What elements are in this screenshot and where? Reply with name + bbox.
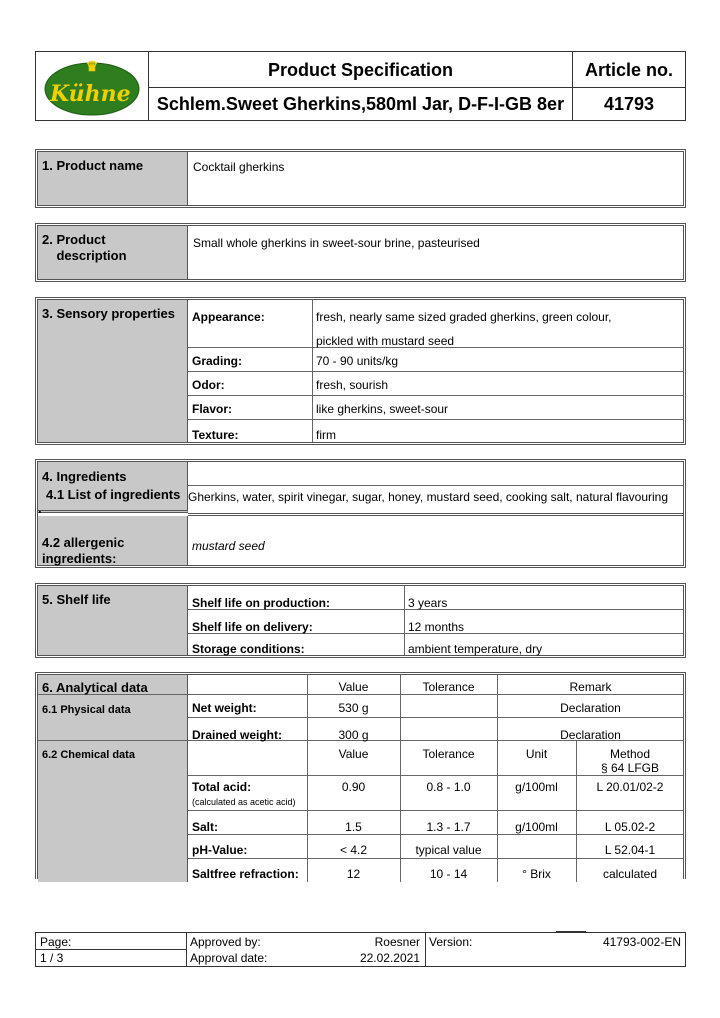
article-no-cell bbox=[573, 88, 685, 120]
section-label: 4. Ingredients 4.1 List of ingredients . bbox=[38, 462, 188, 513]
sensory-row-appearance: Appearance: fresh, nearly same sized graded gherkins, green colour, pickled with mustard seed bbox=[188, 300, 683, 348]
footer-version-value: 41793-002-EN bbox=[602, 935, 681, 949]
shelf-row-delivery: Shelf life on delivery: 12 months bbox=[188, 610, 683, 634]
analytical-row-drained-weight: Drained weight: 300 g Declaration bbox=[188, 718, 683, 741]
chemical-row-refraction: Saltfree refraction: 12 10 - 14 ° Brix calculated bbox=[192, 867, 658, 881]
footer-box bbox=[35, 932, 686, 967]
section-label: 3. Sensory properties bbox=[38, 300, 188, 442]
title-cell bbox=[149, 52, 573, 88]
allergen-value: mustard seed bbox=[192, 539, 265, 553]
footer-version-label: Version: bbox=[429, 935, 473, 949]
section-label: 2. Product description bbox=[38, 226, 188, 279]
footer-approved-label: Approved by: bbox=[190, 935, 261, 949]
sensory-row-flavor: Flavor: like gherkins, sweet-sour bbox=[188, 396, 683, 420]
shelf-row-production: Shelf life on production: 3 years bbox=[188, 586, 683, 610]
section-sensory bbox=[35, 297, 686, 445]
ingredients-list-value: Gherkins, water, spirit vinegar, sugar, honey, mustard seed, cooking salt, natural flavouring bbox=[188, 490, 669, 504]
sensory-row-texture: Texture: firm bbox=[192, 428, 336, 442]
page-title: Product Specification bbox=[267, 60, 454, 80]
shelf-row-storage: Storage conditions: ambient temperature, dry bbox=[192, 642, 543, 656]
section-shelf-life bbox=[35, 583, 686, 658]
chemical-row-total-acid: Total acid: (calculated as acetic acid) 0.90 0.8 - 1.0 g/100ml L 20.01/02-2 bbox=[188, 776, 683, 811]
section-label: 5. Shelf life bbox=[38, 586, 188, 655]
product-subtitle: Schlem.Sweet Gherkins,580ml Jar, D-F-I-GB 8er bbox=[156, 94, 565, 114]
analytical-header-row: Value Tolerance Remark bbox=[188, 675, 683, 695]
analytical-row-net-weight: Net weight: 530 g Declaration bbox=[188, 695, 683, 718]
section-product-name bbox=[35, 149, 686, 208]
header-box bbox=[35, 51, 686, 121]
section-analytical bbox=[35, 672, 686, 879]
chemical-header-row: Value Tolerance Unit Method § 64 LFGB bbox=[188, 741, 683, 776]
chemical-row-ph: pH-Value: < 4.2 typical value L 52.04-1 bbox=[188, 835, 683, 859]
footer-approved-value: Roesner bbox=[374, 935, 420, 949]
svg-text:♛: ♛ bbox=[85, 59, 99, 75]
logo-text: Kühne bbox=[50, 81, 131, 107]
logo-cell bbox=[36, 52, 149, 120]
product-description-value: Small whole gherkins in sweet-sour brine, pasteurised bbox=[193, 236, 480, 250]
section-label: 1. Product name bbox=[38, 152, 188, 205]
product-name-value: Cocktail gherkins bbox=[193, 160, 285, 174]
footer-date-label: Approval date: bbox=[190, 951, 268, 965]
sensory-row-grading: Grading: 70 - 90 units/kg bbox=[188, 348, 683, 372]
subtitle-cell bbox=[149, 88, 573, 120]
sensory-row-odor: Odor: fresh, sourish bbox=[188, 372, 683, 396]
article-label: Article no. bbox=[584, 60, 673, 80]
footer-page-label: Page: bbox=[40, 935, 72, 949]
article-label-cell bbox=[573, 52, 685, 88]
ingredients-header-row bbox=[188, 462, 683, 486]
section-ingredients bbox=[35, 459, 686, 568]
allergen-label-cell: 4.2 allergenic ingredients: bbox=[38, 516, 188, 565]
section-label: 6. Analytical data 6.1 Physical data 6.2 Chemical data bbox=[38, 675, 188, 879]
footer-page-value: 1 / 3 bbox=[40, 951, 64, 965]
chemical-row-salt: Salt: 1.5 1.3 - 1.7 g/100ml L 05.02-2 bbox=[188, 811, 683, 835]
section-product-description bbox=[35, 223, 686, 282]
footer-date-value: 22.02.2021 bbox=[359, 951, 420, 965]
article-number: 41793 bbox=[603, 94, 655, 114]
